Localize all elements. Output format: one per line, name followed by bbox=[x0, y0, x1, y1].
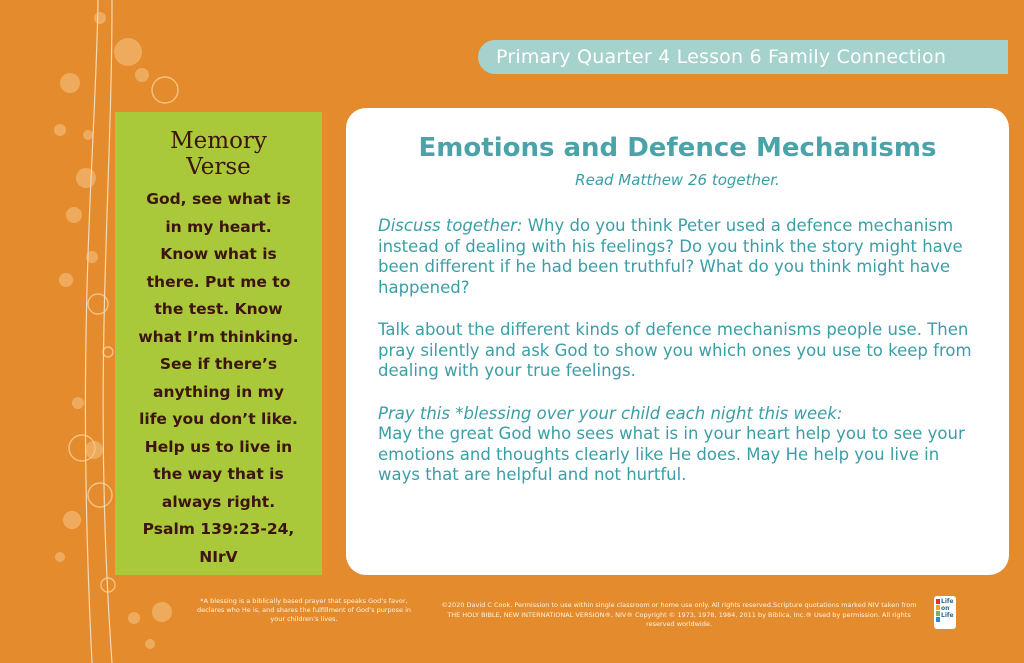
logo-line3: Life bbox=[941, 612, 954, 619]
verse-line: life you don’t like. bbox=[139, 410, 298, 428]
logo-text bbox=[941, 598, 954, 619]
discuss-lead: Discuss together: bbox=[378, 216, 523, 235]
verse-line: Help us to live in bbox=[144, 437, 293, 456]
card-subtitle: Read Matthew 26 together. bbox=[575, 171, 780, 189]
memory-verse-panel bbox=[115, 112, 322, 575]
memory-verse-text bbox=[121, 186, 316, 516]
lesson-card bbox=[346, 108, 1009, 575]
verse-line: in my heart. bbox=[165, 217, 272, 236]
verse-line: the way that is bbox=[153, 465, 284, 483]
memory-verse-title-line2: Verse bbox=[186, 154, 251, 180]
blessing-lead: Pray this *blessing over your child each night this week: bbox=[378, 403, 843, 423]
card-title: Emotions and Defence Mechanisms bbox=[418, 133, 937, 163]
verse-line: the test. Know bbox=[154, 300, 283, 318]
logo-stripes-icon bbox=[936, 599, 940, 625]
discuss-text: Why do you think Peter used a defence mechanism instead of dealing with his feelings? Do you think the story might have been different if he had been truthful? What do you think might have happened? bbox=[378, 216, 963, 297]
verse-reference-line2: NIrV bbox=[199, 547, 238, 566]
blessing-paragraph bbox=[378, 404, 977, 486]
memory-verse-title-line1: Memory bbox=[170, 128, 267, 154]
memory-verse-title bbox=[115, 128, 322, 180]
life-on-life-logo bbox=[934, 596, 956, 629]
verse-line: always right. bbox=[161, 492, 276, 511]
blessing-footnote: *A blessing is a biblically based prayer that speaks God’s favor, declares who He is, and shares the fulfillment of God’s purpose in your children’s lives. bbox=[196, 597, 412, 623]
verse-reference bbox=[121, 516, 316, 571]
verse-line: what I’m thinking. bbox=[138, 327, 299, 346]
talk-paragraph: Talk about the different kinds of defence mechanisms people use. Then pray silently and ask God to show you which ones you use to keep from dealing with your true feelings. bbox=[378, 320, 972, 380]
verse-line: anything in my bbox=[153, 382, 284, 401]
verse-line: See if there’s bbox=[159, 355, 278, 373]
discuss-paragraph bbox=[378, 216, 977, 298]
verse-line: God, see what is bbox=[146, 190, 291, 208]
verse-line: there. Put me to bbox=[146, 272, 291, 291]
copyright-notice: ©2020 David C Cook. Permission to use within single classroom or home use only. All rights reserved.Scripture quotations marked NIV taken from THE HOLY BIBLE, NEW INTERNATIONAL VERSION®, NIV® Copyright © 1973, 1978, 1984, 2011 by Biblica, Inc.® Used by permission. All rights reserved worldwide. bbox=[441, 601, 917, 628]
lesson-header: Primary Quarter 4 Lesson 6 Family Connection bbox=[478, 40, 1008, 74]
verse-line: Know what is bbox=[160, 245, 277, 263]
verse-reference-line1: Psalm 139:23-24, bbox=[142, 520, 295, 538]
blessing-text: May the great God who sees what is in your heart help you to see your emotions and thoughts clearly like He does. May He help you live in ways that are helpful and not hurtful. bbox=[378, 424, 965, 484]
logo-line2: on bbox=[941, 605, 950, 612]
logo-line1: Life bbox=[941, 598, 954, 605]
